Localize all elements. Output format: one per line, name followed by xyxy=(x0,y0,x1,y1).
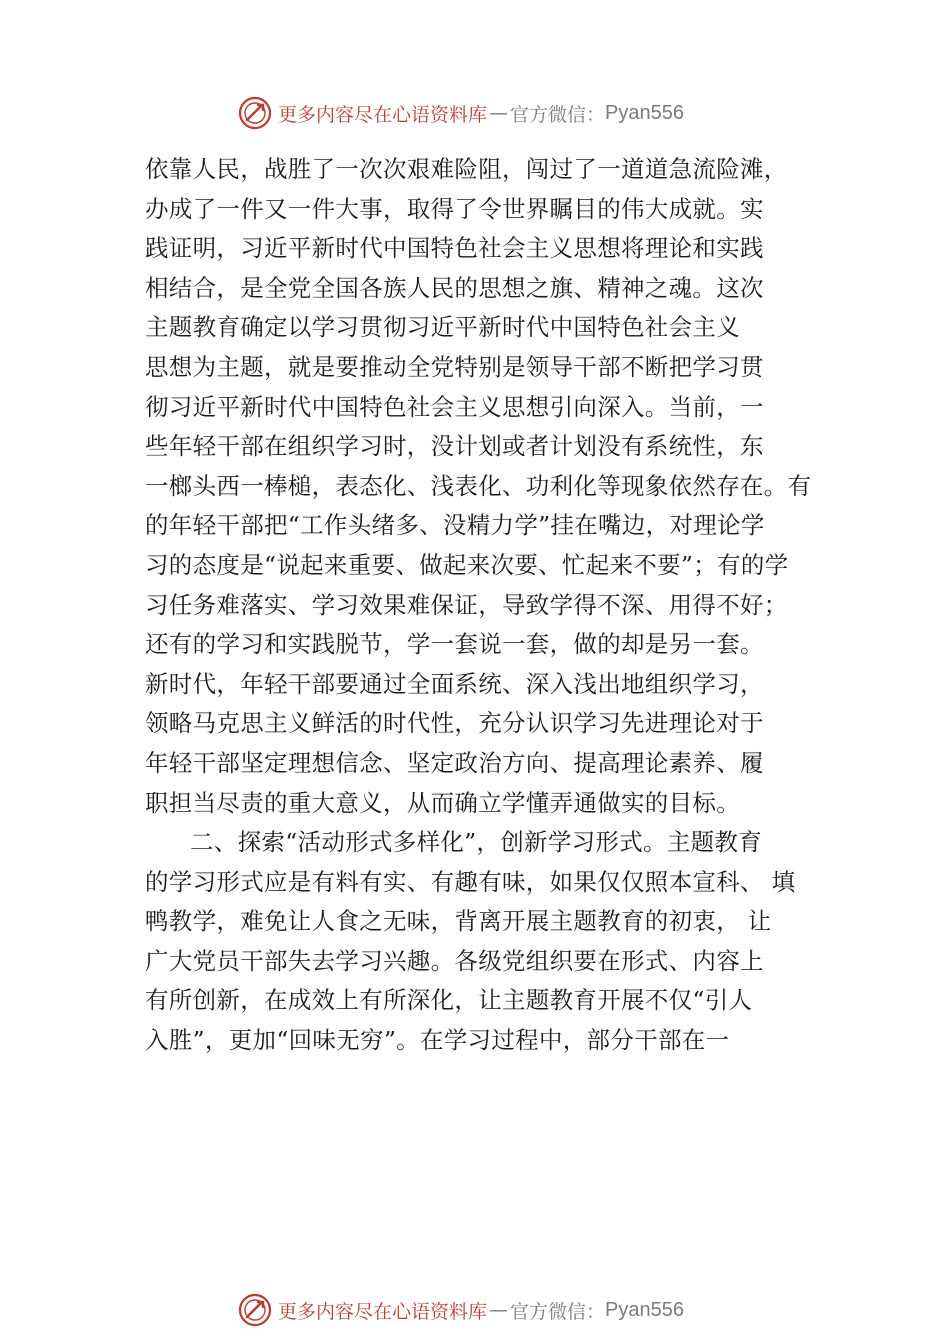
text-line: 一榔头西一棒槌，表态化、浅表化、功利化等现象依然存在。有 xyxy=(145,471,812,500)
paragraph-start-line: 二、探索“活动形式多样化”，创新学习形式。主题教育 xyxy=(190,828,763,857)
header-wechat-id: Pyan556 xyxy=(605,101,684,124)
footer-wechat-id: Pyan556 xyxy=(605,1298,684,1321)
text-line: 习任务难落实、学习效果难保证，导致学得不深、用得不好； xyxy=(145,590,788,619)
seal-logo-icon xyxy=(238,96,272,130)
document-body xyxy=(145,150,815,1061)
header-dash: — xyxy=(489,102,509,124)
text-line: 习的态度是“说起来重要、做起来次要、忙起来不要”；有的学 xyxy=(145,550,789,579)
footer-wechat-label: 官方微信： xyxy=(510,1300,606,1323)
seal-logo-icon xyxy=(238,1293,272,1327)
text-line: 广大党员干部失去学习兴趣。各级党组织要在形式、内容上 xyxy=(145,946,764,975)
text-line: 鸭教学，难免让人食之无味，背离开展主题教育的初衷， 让 xyxy=(145,907,772,936)
header-watermark xyxy=(238,96,684,130)
footer-watermark xyxy=(238,1293,684,1327)
text-line: 依靠人民，战胜了一次次艰难险阻，闯过了一道道急流险滩， xyxy=(145,155,788,183)
text-line: 的年轻干部把“工作头绪多、没精力学”挂在嘴边，对理论学 xyxy=(145,511,765,540)
text-line: 办成了一件又一件大事，取得了令世界瞩目的伟大成就。实 xyxy=(145,194,764,223)
text-line: 还有的学习和实践脱节，学一套说一套，做的却是另一套。 xyxy=(145,630,764,659)
text-line: 有所创新，在成效上有所深化，让主题教育开展不仅“引人 xyxy=(145,986,753,1015)
footer-title: 更多内容尽在心语资料库 xyxy=(278,1300,488,1323)
text-line: 思想为主题，就是要推动全党特别是领导干部不断把学习贯 xyxy=(145,352,764,381)
text-line: 新时代，年轻干部要通过全面系统、深入浅出地组织学习， xyxy=(145,669,764,698)
header-wechat-label: 官方微信： xyxy=(510,103,606,126)
text-line: 些年轻干部在组织学习时，没计划或者计划没有系统性，东 xyxy=(145,432,764,461)
header-title: 更多内容尽在心语资料库 xyxy=(278,103,488,126)
footer-dash: — xyxy=(489,1299,509,1321)
text-line: 入胜”，更加“回味无穷”。在学习过程中，部分干部在一 xyxy=(145,1026,730,1055)
text-line: 主题教育确定以学习贯彻习近平新时代中国特色社会主义 xyxy=(145,313,740,342)
text-line: 相结合，是全党全国各族人民的思想之旗、精神之魂。这次 xyxy=(145,273,764,302)
text-line: 职担当尽责的重大意义，从而确立学懂弄通做实的目标。 xyxy=(145,788,740,817)
text-line: 践证明，习近平新时代中国特色社会主义思想将理论和实践 xyxy=(145,234,764,263)
text-line: 彻习近平新时代中国特色社会主义思想引向深入。当前，一 xyxy=(145,392,764,421)
text-line: 的学习形式应是有料有实、有趣有味，如果仅仅照本宣科、 填 xyxy=(145,867,796,896)
text-line: 年轻干部坚定理想信念、坚定政治方向、提高理论素养、履 xyxy=(145,748,764,777)
text-line: 领略马克思主义鲜活的时代性，充分认识学习先进理论对于 xyxy=(145,709,764,738)
